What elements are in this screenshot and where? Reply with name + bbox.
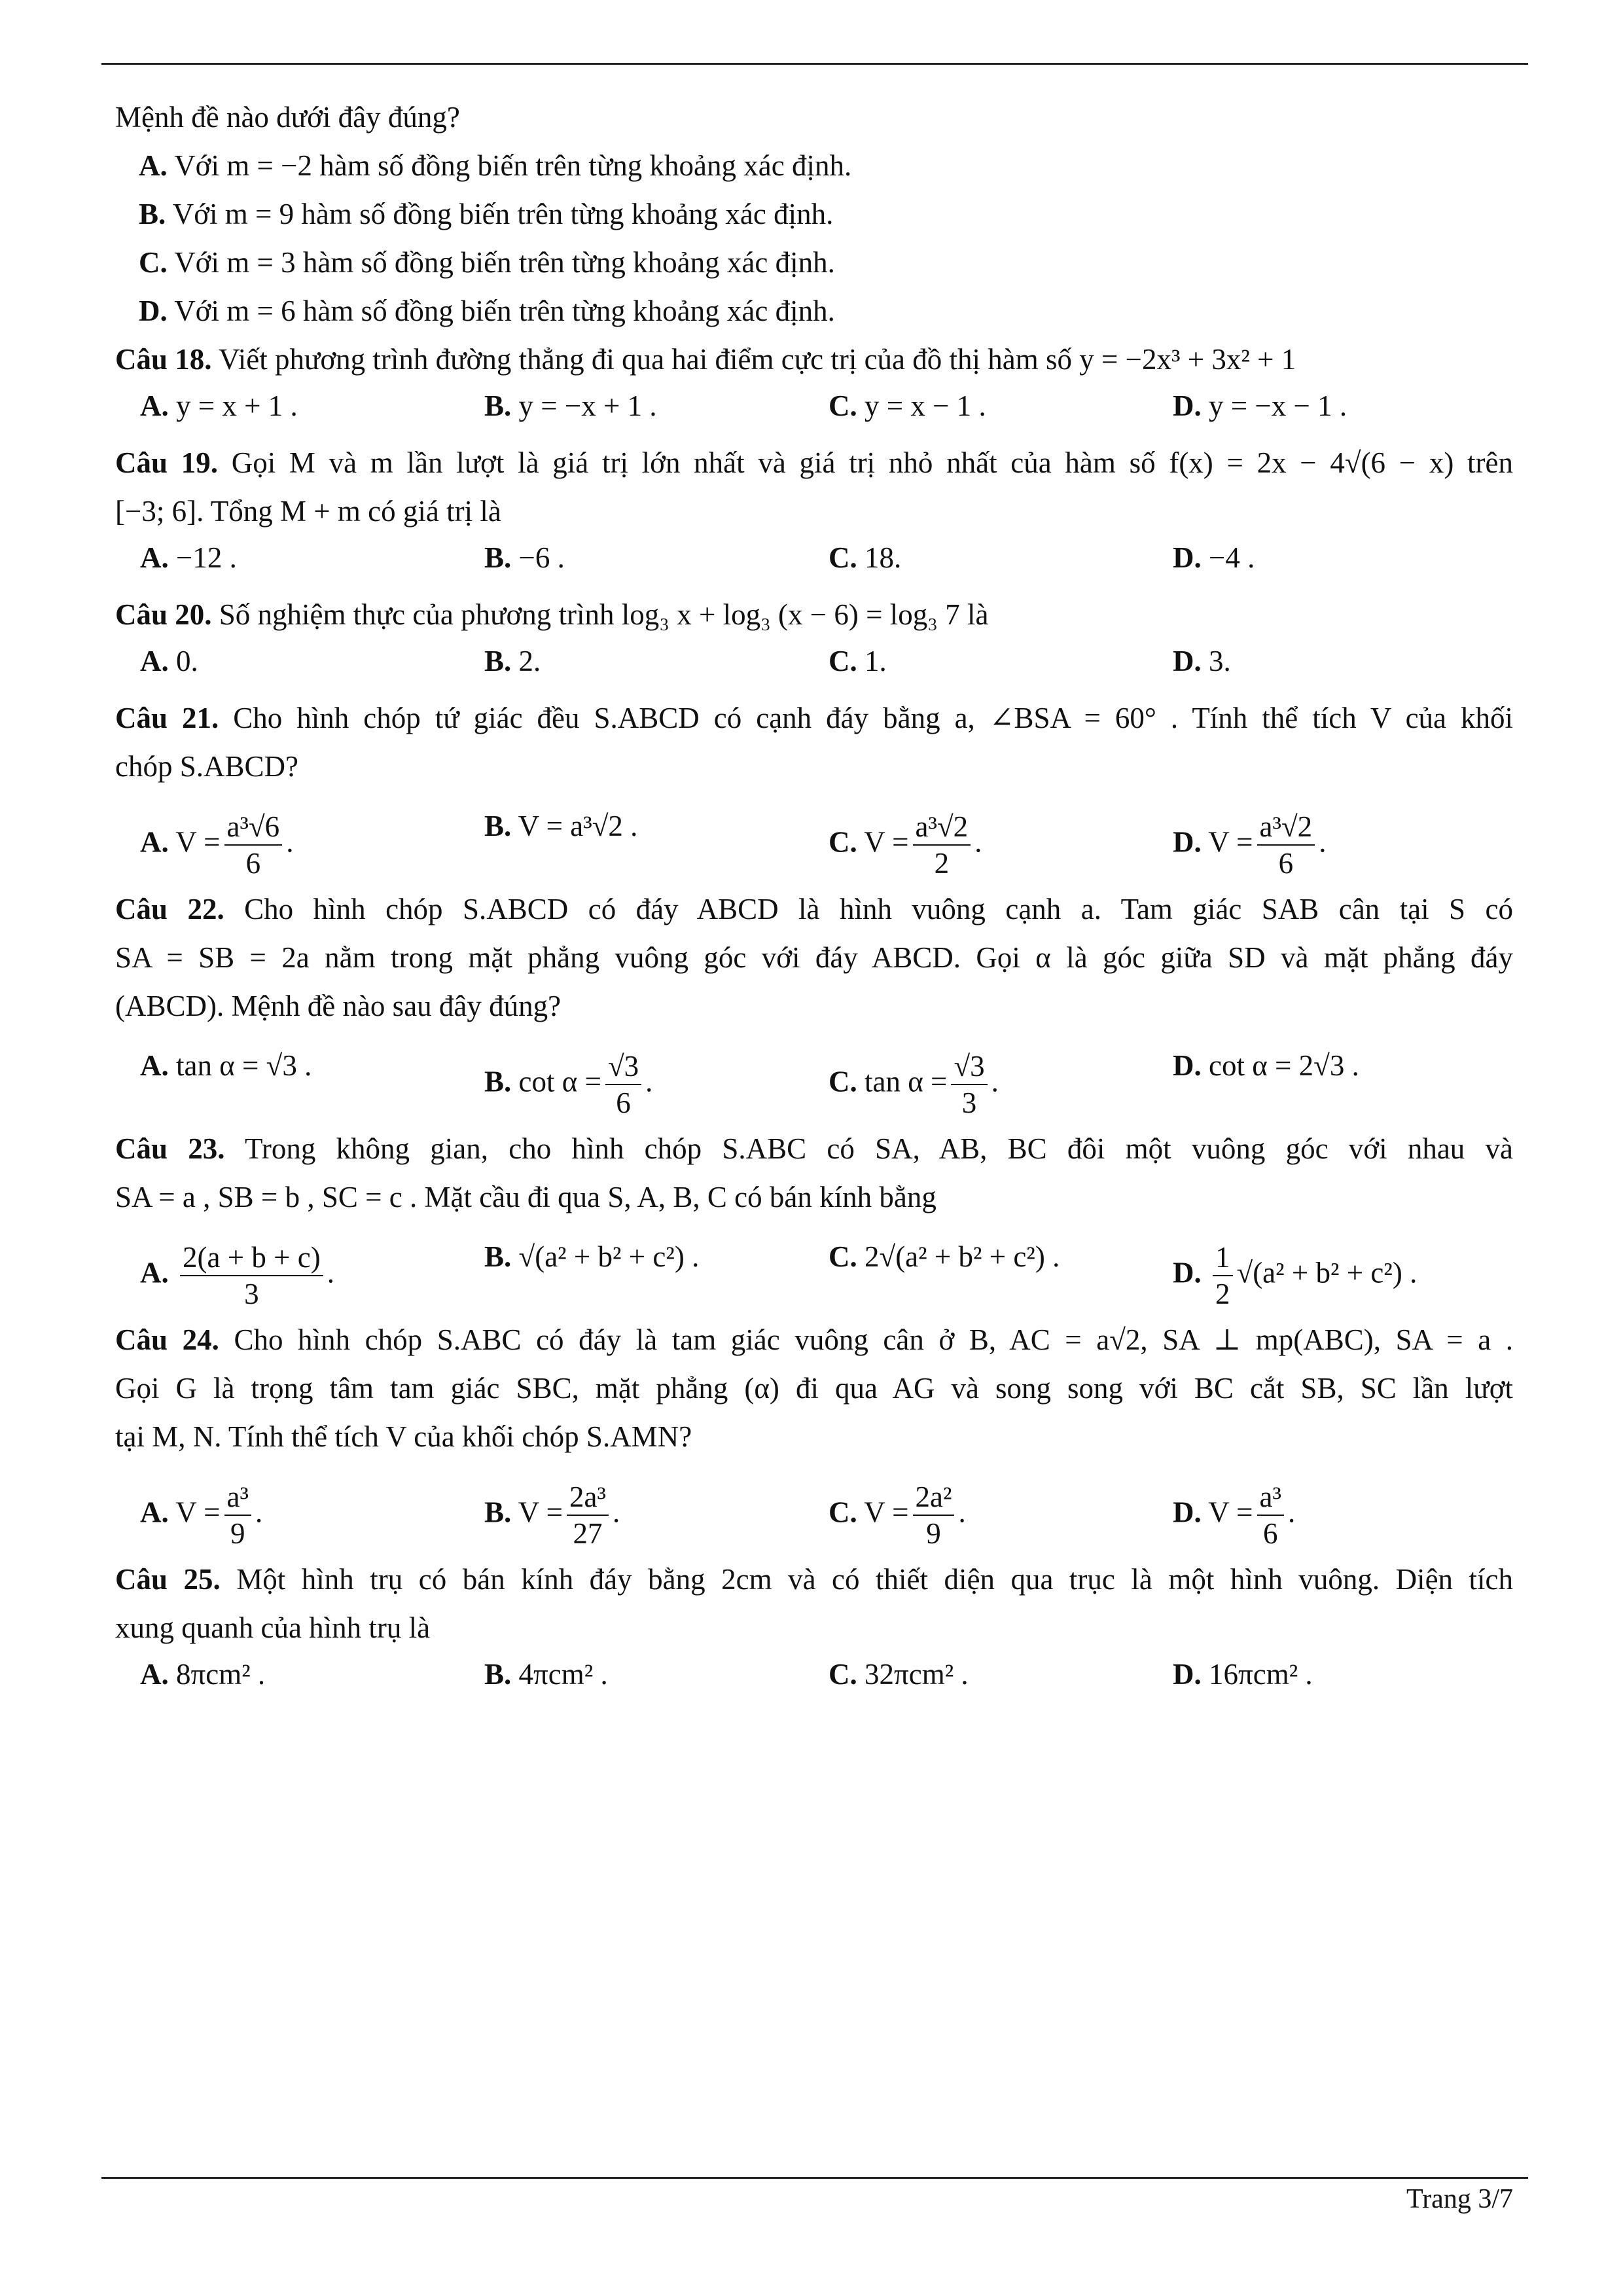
page-number: Trang 3/7 bbox=[1406, 2184, 1513, 2214]
q23-text: Trong không gian, cho hình chóp S.ABC có SA, AB, BC đôi một vuông góc với nhau và bbox=[244, 1132, 1514, 1165]
q24-label: Câu 24. bbox=[115, 1323, 219, 1356]
option-text: 16πcm² . bbox=[1209, 1658, 1313, 1691]
answer-option: C. V = $\frac{\text{a³√2}}{2}$ . bbox=[829, 810, 982, 880]
answer-option: A. V = $\frac{\text{a³}}{9}$ . bbox=[140, 1480, 263, 1550]
q25-stem bbox=[115, 1560, 1513, 1598]
option-text: tan α = √3 . bbox=[176, 1049, 312, 1082]
numerator: 2(a + b + c) bbox=[180, 1240, 323, 1276]
footer-rule bbox=[101, 2177, 1528, 2179]
option-text: V = bbox=[175, 825, 221, 859]
option-text: 18. bbox=[865, 541, 902, 574]
answer-option bbox=[829, 1657, 969, 1691]
q18-label: Câu 18. bbox=[115, 343, 212, 376]
option-label: C. bbox=[829, 1496, 857, 1529]
answer-option: D. V = $\frac{\text{a³√2}}{6}$ . bbox=[1173, 810, 1327, 880]
q19-label: Câu 19. bbox=[115, 446, 218, 479]
option-text: 8πcm² . bbox=[176, 1658, 266, 1691]
q24-options bbox=[115, 1466, 1513, 1551]
q20-label: Câu 20. bbox=[115, 598, 212, 631]
answer-option: A. $\frac{2(a + b + c)}{3}$ . bbox=[140, 1241, 334, 1310]
q17-stem: Mệnh đề nào dưới đây đúng? bbox=[115, 101, 460, 134]
fraction bbox=[1257, 1479, 1284, 1551]
q18-options bbox=[115, 389, 1513, 435]
denominator: 6 bbox=[1278, 847, 1294, 880]
answer-option bbox=[1173, 644, 1231, 678]
answer-option bbox=[829, 389, 986, 423]
option-text: V = a³√2 . bbox=[518, 810, 638, 842]
fraction bbox=[224, 809, 283, 881]
option-label: D. bbox=[1173, 1049, 1202, 1082]
option-text: Với m = −2 hàm số đồng biến trên từng khoảng xác định. bbox=[174, 149, 852, 182]
fraction bbox=[567, 1479, 609, 1551]
q19-text: Gọi M và m lần lượt là giá trị lớn nhất và giá trị nhỏ nhất của hàm số f(x) = 2x − 4√(6 − x) trên bbox=[231, 446, 1513, 479]
q24-stem-2: Gọi G là trọng tâm tam giác SBC, mặt phẳng (α) đi qua AG và song song với BC cắt SB, SC lần lượt bbox=[115, 1372, 1513, 1405]
q17-option bbox=[139, 195, 1513, 233]
answer-option: A. V = $\frac{\text{a³√6}}{6}$ . bbox=[140, 810, 294, 880]
option-text: V = bbox=[518, 1496, 563, 1529]
q19-options bbox=[115, 541, 1513, 586]
option-label: D. bbox=[1173, 645, 1202, 677]
fraction bbox=[224, 1479, 251, 1551]
option-text: −12 . bbox=[176, 541, 237, 574]
numerator: √3 bbox=[605, 1049, 641, 1085]
q25-text: Một hình trụ có bán kính đáy bằng 2cm và có thiết diện qua trục là một hình vuông. Diện tích bbox=[236, 1563, 1514, 1596]
q25-stem-2: xung quanh của hình trụ là bbox=[115, 1611, 431, 1644]
numerator: 2a² bbox=[913, 1479, 955, 1516]
option-text: Với m = 9 hàm số đồng biến trên từng khoảng xác định. bbox=[172, 198, 834, 230]
option-text: √(a² + b² + c²) . bbox=[518, 1240, 700, 1273]
answer-option bbox=[140, 541, 237, 575]
option-label: D. bbox=[1173, 825, 1202, 859]
answer-option: B. V = $\frac{\text{2a³}}{27}$ . bbox=[484, 1480, 620, 1550]
option-label: C. bbox=[829, 1240, 857, 1273]
option-text: cot α = bbox=[518, 1065, 601, 1098]
denominator: 6 bbox=[1263, 1517, 1278, 1550]
option-text: 2√(a² + b² + c²) . bbox=[865, 1240, 1060, 1273]
numerator: 1 bbox=[1213, 1240, 1233, 1276]
option-text: y = −x + 1 . bbox=[518, 389, 657, 422]
option-label: A. bbox=[140, 825, 169, 859]
q23-stem-2: SA = a , SB = b , SC = c . Mặt cầu đi qua S, A, B, C có bán kính bằng bbox=[115, 1181, 936, 1213]
fraction bbox=[913, 809, 971, 881]
option-text: V = bbox=[1208, 825, 1253, 859]
option-label: B. bbox=[484, 389, 512, 422]
option-label: D. bbox=[1173, 1256, 1202, 1289]
answer-option bbox=[829, 1240, 1060, 1274]
numerator: √3 bbox=[951, 1049, 987, 1085]
q20-stem bbox=[115, 596, 1513, 634]
option-text: V = bbox=[864, 1496, 909, 1529]
q24-stem-3: tại M, N. Tính thể tích V của khối chóp S.AMN? bbox=[115, 1420, 692, 1453]
option-text: −6 . bbox=[518, 541, 565, 574]
option-text: 2. bbox=[518, 645, 541, 677]
q17-option bbox=[139, 147, 1513, 185]
numerator: a³ bbox=[224, 1479, 251, 1516]
denominator: 27 bbox=[573, 1517, 603, 1550]
option-label: A. bbox=[140, 1049, 169, 1082]
answer-option bbox=[484, 541, 565, 575]
option-label: B. bbox=[484, 1658, 512, 1691]
q22-stem bbox=[115, 890, 1513, 928]
q18-text: Viết phương trình đường thẳng đi qua hai điểm cực trị của đồ thị hàm số y = −2x³ + 3x² + 1 bbox=[218, 343, 1296, 376]
option-label: B. bbox=[484, 810, 512, 842]
fraction bbox=[180, 1240, 323, 1312]
q22-label: Câu 22. bbox=[115, 893, 224, 925]
q18-stem bbox=[115, 340, 1513, 378]
option-text: y = −x − 1 . bbox=[1209, 389, 1347, 422]
q22-options bbox=[115, 1035, 1513, 1121]
answer-option bbox=[484, 809, 637, 843]
header-rule bbox=[101, 63, 1528, 65]
denominator: 3 bbox=[961, 1086, 977, 1119]
option-text: tan α = bbox=[865, 1065, 948, 1098]
answer-option bbox=[140, 1657, 265, 1691]
option-text: y = x − 1 . bbox=[865, 389, 986, 422]
option-text: 4πcm² . bbox=[518, 1658, 608, 1691]
answer-option bbox=[1173, 541, 1255, 575]
option-label: B. bbox=[484, 1240, 512, 1273]
fraction bbox=[951, 1049, 987, 1121]
option-label: C. bbox=[829, 389, 857, 422]
denominator: 3 bbox=[244, 1278, 259, 1310]
answer-option bbox=[829, 644, 887, 678]
q17-option bbox=[139, 292, 1513, 330]
answer-option bbox=[484, 1657, 608, 1691]
answer-option: C. tan α = $\frac{√3}{3}$ . bbox=[829, 1050, 999, 1119]
fraction bbox=[1213, 1240, 1233, 1312]
option-label: D. bbox=[1173, 389, 1202, 422]
numerator: a³√2 bbox=[1257, 809, 1315, 846]
numerator: a³ bbox=[1257, 1479, 1284, 1516]
q22-stem-3: (ABCD). Mệnh đề nào sau đây đúng? bbox=[115, 990, 562, 1022]
option-text: V = bbox=[864, 825, 909, 859]
option-label: D. bbox=[1173, 541, 1202, 574]
numerator: a³√2 bbox=[913, 809, 971, 846]
q20-options bbox=[115, 644, 1513, 690]
q17-options bbox=[115, 147, 1513, 330]
fraction bbox=[1257, 809, 1315, 881]
option-label: D. bbox=[139, 295, 168, 327]
option-text: −4 . bbox=[1209, 541, 1255, 574]
answer-option bbox=[484, 644, 541, 678]
option-text: 3. bbox=[1209, 645, 1231, 677]
option-label: B. bbox=[484, 645, 512, 677]
answer-option bbox=[140, 389, 298, 423]
option-label: A. bbox=[140, 1496, 169, 1529]
fraction bbox=[605, 1049, 641, 1121]
option-label: B. bbox=[484, 1496, 512, 1529]
option-label: B. bbox=[484, 1065, 512, 1098]
option-text: V = bbox=[175, 1496, 221, 1529]
option-text: √(a² + b² + c²) . bbox=[1236, 1256, 1418, 1289]
numerator: 2a³ bbox=[567, 1479, 609, 1516]
answer-option: B. cot α = $\frac{√3}{6}$ . bbox=[484, 1050, 653, 1119]
q24-text: Cho hình chóp S.ABC có đáy là tam giác vuông cân ở B, AC = a√2, SA ⊥ mp(ABC), SA = a . bbox=[234, 1323, 1514, 1356]
q19-stem-2: [−3; 6]. Tổng M + m có giá trị là bbox=[115, 495, 501, 528]
option-label: B. bbox=[484, 541, 512, 574]
option-label: C. bbox=[829, 825, 857, 859]
answer-option bbox=[1173, 389, 1347, 423]
option-label: A. bbox=[140, 389, 169, 422]
option-label: A. bbox=[140, 541, 169, 574]
denominator: 6 bbox=[245, 847, 261, 880]
denominator: 6 bbox=[616, 1086, 631, 1119]
option-label: B. bbox=[139, 198, 166, 230]
option-label: D. bbox=[1173, 1496, 1202, 1529]
answer-option bbox=[140, 644, 198, 678]
q21-stem-2: chóp S.ABCD? bbox=[115, 750, 298, 783]
q22-stem-2: SA = SB = 2a nằm trong mặt phẳng vuông góc với đáy ABCD. Gọi α là góc giữa SD và mặt phẳng đáy bbox=[115, 941, 1513, 974]
option-label: A. bbox=[140, 1658, 169, 1691]
option-text: Với m = 3 hàm số đồng biến trên từng khoảng xác định. bbox=[174, 246, 835, 279]
page-content bbox=[115, 98, 1513, 1712]
option-label: C. bbox=[829, 541, 857, 574]
option-text: 1. bbox=[865, 645, 887, 677]
q21-label: Câu 21. bbox=[115, 702, 219, 734]
q21-stem bbox=[115, 699, 1513, 737]
q17-option bbox=[139, 243, 1513, 281]
option-label: A. bbox=[140, 645, 169, 677]
q19-stem bbox=[115, 444, 1513, 482]
option-label: A. bbox=[139, 149, 168, 182]
answer-option bbox=[1173, 1049, 1359, 1083]
option-text: V = bbox=[1208, 1496, 1253, 1529]
answer-option: C. V = $\frac{\text{2a²}}{9}$ . bbox=[829, 1480, 966, 1550]
numerator: a³√6 bbox=[224, 809, 283, 846]
q24-stem bbox=[115, 1321, 1513, 1359]
option-label: C. bbox=[829, 645, 857, 677]
option-text: cot α = 2√3 . bbox=[1209, 1049, 1359, 1082]
option-label: D. bbox=[1173, 1658, 1202, 1691]
q23-stem bbox=[115, 1130, 1513, 1168]
option-text: 0. bbox=[176, 645, 198, 677]
option-label: C. bbox=[829, 1658, 857, 1691]
answer-option bbox=[1173, 1240, 1417, 1312]
q21-options bbox=[115, 796, 1513, 881]
q21-text: Cho hình chóp tứ giác đều S.ABCD có cạnh đáy bằng a, ∠BSA = 60° . Tính thể tích V của khối bbox=[233, 702, 1514, 734]
option-text: Với m = 6 hàm số đồng biến trên từng khoảng xác định. bbox=[174, 295, 835, 327]
option-label: C. bbox=[139, 246, 168, 279]
answer-option: D. V = $\frac{\text{a³}}{6}$ . bbox=[1173, 1480, 1296, 1550]
denominator: 2 bbox=[1215, 1278, 1230, 1310]
q23-options bbox=[115, 1227, 1513, 1312]
answer-option bbox=[484, 389, 657, 423]
q25-label: Câu 25. bbox=[115, 1563, 221, 1596]
option-label: C. bbox=[829, 1065, 857, 1098]
q20-text: Số nghiệm thực của phương trình log₃ x + log₃ (x − 6) = log₃ 7 là bbox=[219, 598, 989, 631]
denominator: 9 bbox=[926, 1517, 941, 1550]
q22-text: Cho hình chóp S.ABCD có đáy ABCD là hình vuông cạnh a. Tam giác SAB cân tại S có bbox=[244, 893, 1513, 925]
answer-option bbox=[1173, 1657, 1313, 1691]
q23-label: Câu 23. bbox=[115, 1132, 225, 1165]
option-text: y = x + 1 . bbox=[176, 389, 298, 422]
q25-options bbox=[115, 1657, 1513, 1703]
denominator: 2 bbox=[934, 847, 950, 880]
answer-option bbox=[140, 1049, 312, 1083]
option-text: 32πcm² . bbox=[865, 1658, 969, 1691]
option-label: A. bbox=[140, 1256, 169, 1289]
fraction bbox=[913, 1479, 955, 1551]
answer-option bbox=[484, 1240, 699, 1274]
answer-option bbox=[829, 541, 901, 575]
denominator: 9 bbox=[230, 1517, 245, 1550]
